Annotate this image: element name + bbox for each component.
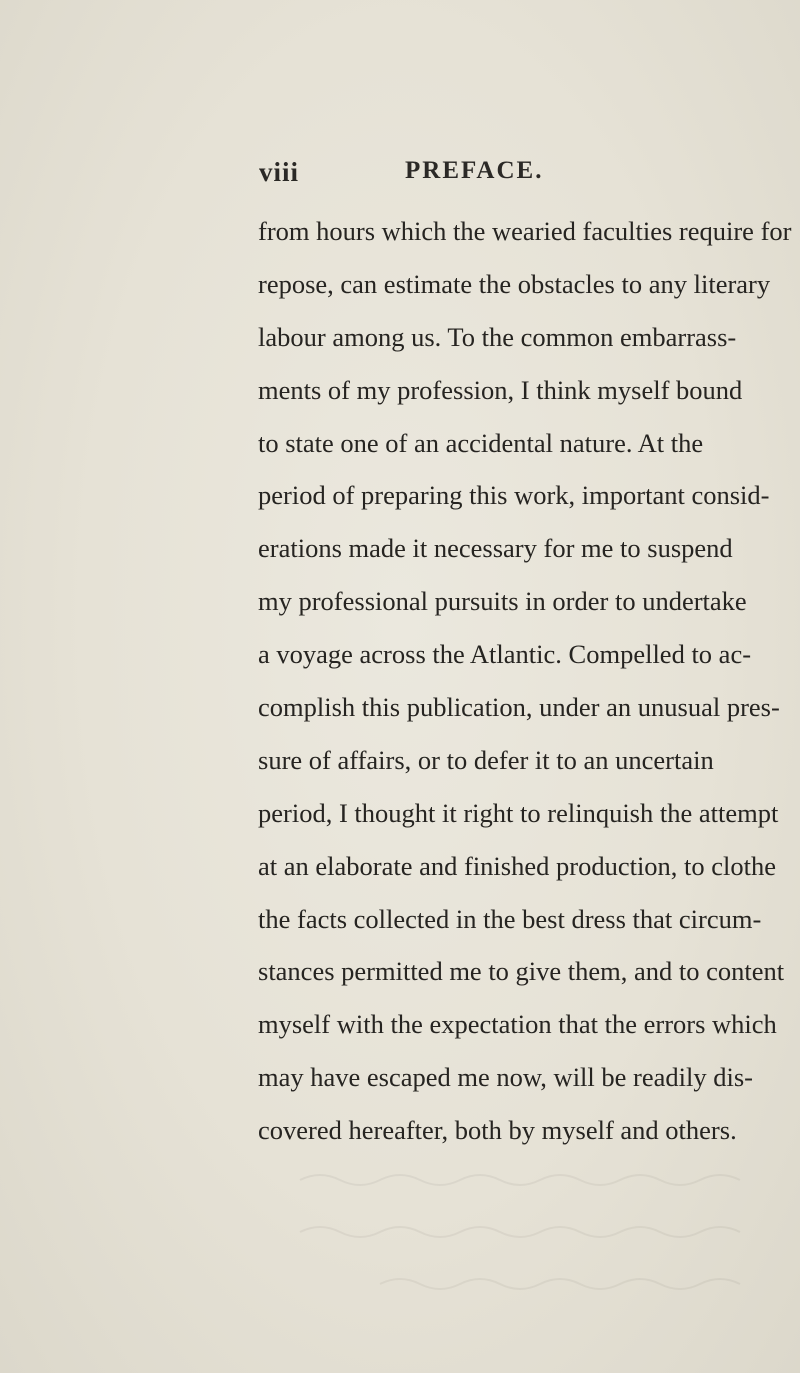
text-line: labour among us. To the common embarrass- <box>258 321 737 352</box>
text-line: repose, can estimate the obstacles to any literary <box>258 268 771 299</box>
body-paragraph <box>258 205 792 1157</box>
running-head: PREFACE. <box>405 157 544 184</box>
page-number: viii <box>259 157 300 187</box>
text-line: ments of my profession, I think myself bound <box>258 374 743 405</box>
text-line: covered hereafter, both by myself and others. <box>258 1115 737 1146</box>
page-header <box>0 157 800 197</box>
text-line: erations made it necessary for me to suspend <box>258 533 733 564</box>
text-line: the facts collected in the best dress that circum- <box>258 903 762 934</box>
text-line: period of preparing this work, important consid- <box>258 480 770 511</box>
text-line: at an elaborate and finished production, to clothe <box>258 850 777 881</box>
text-line: may have escaped me now, will be readily dis- <box>258 1062 753 1093</box>
text-line: myself with the expectation that the errors which <box>258 1009 777 1040</box>
text-line: stances permitted me to give them, and to content <box>258 956 785 987</box>
text-line: complish this publication, under an unusual pres- <box>258 692 780 723</box>
text-line: from hours which the wearied faculties require for <box>258 216 792 246</box>
text-line: my professional pursuits in order to undertake <box>258 586 747 617</box>
text-line: to state one of an accidental nature. At the <box>258 427 704 458</box>
text-line: period, I thought it right to relinquish the attempt <box>258 797 779 828</box>
text-line: a voyage across the Atlantic. Compelled to ac- <box>258 639 752 670</box>
text-line: sure of affairs, or to defer it to an uncertain <box>258 744 714 775</box>
show-through-texture <box>160 1150 760 1350</box>
show-through-strokes <box>160 1150 760 1350</box>
